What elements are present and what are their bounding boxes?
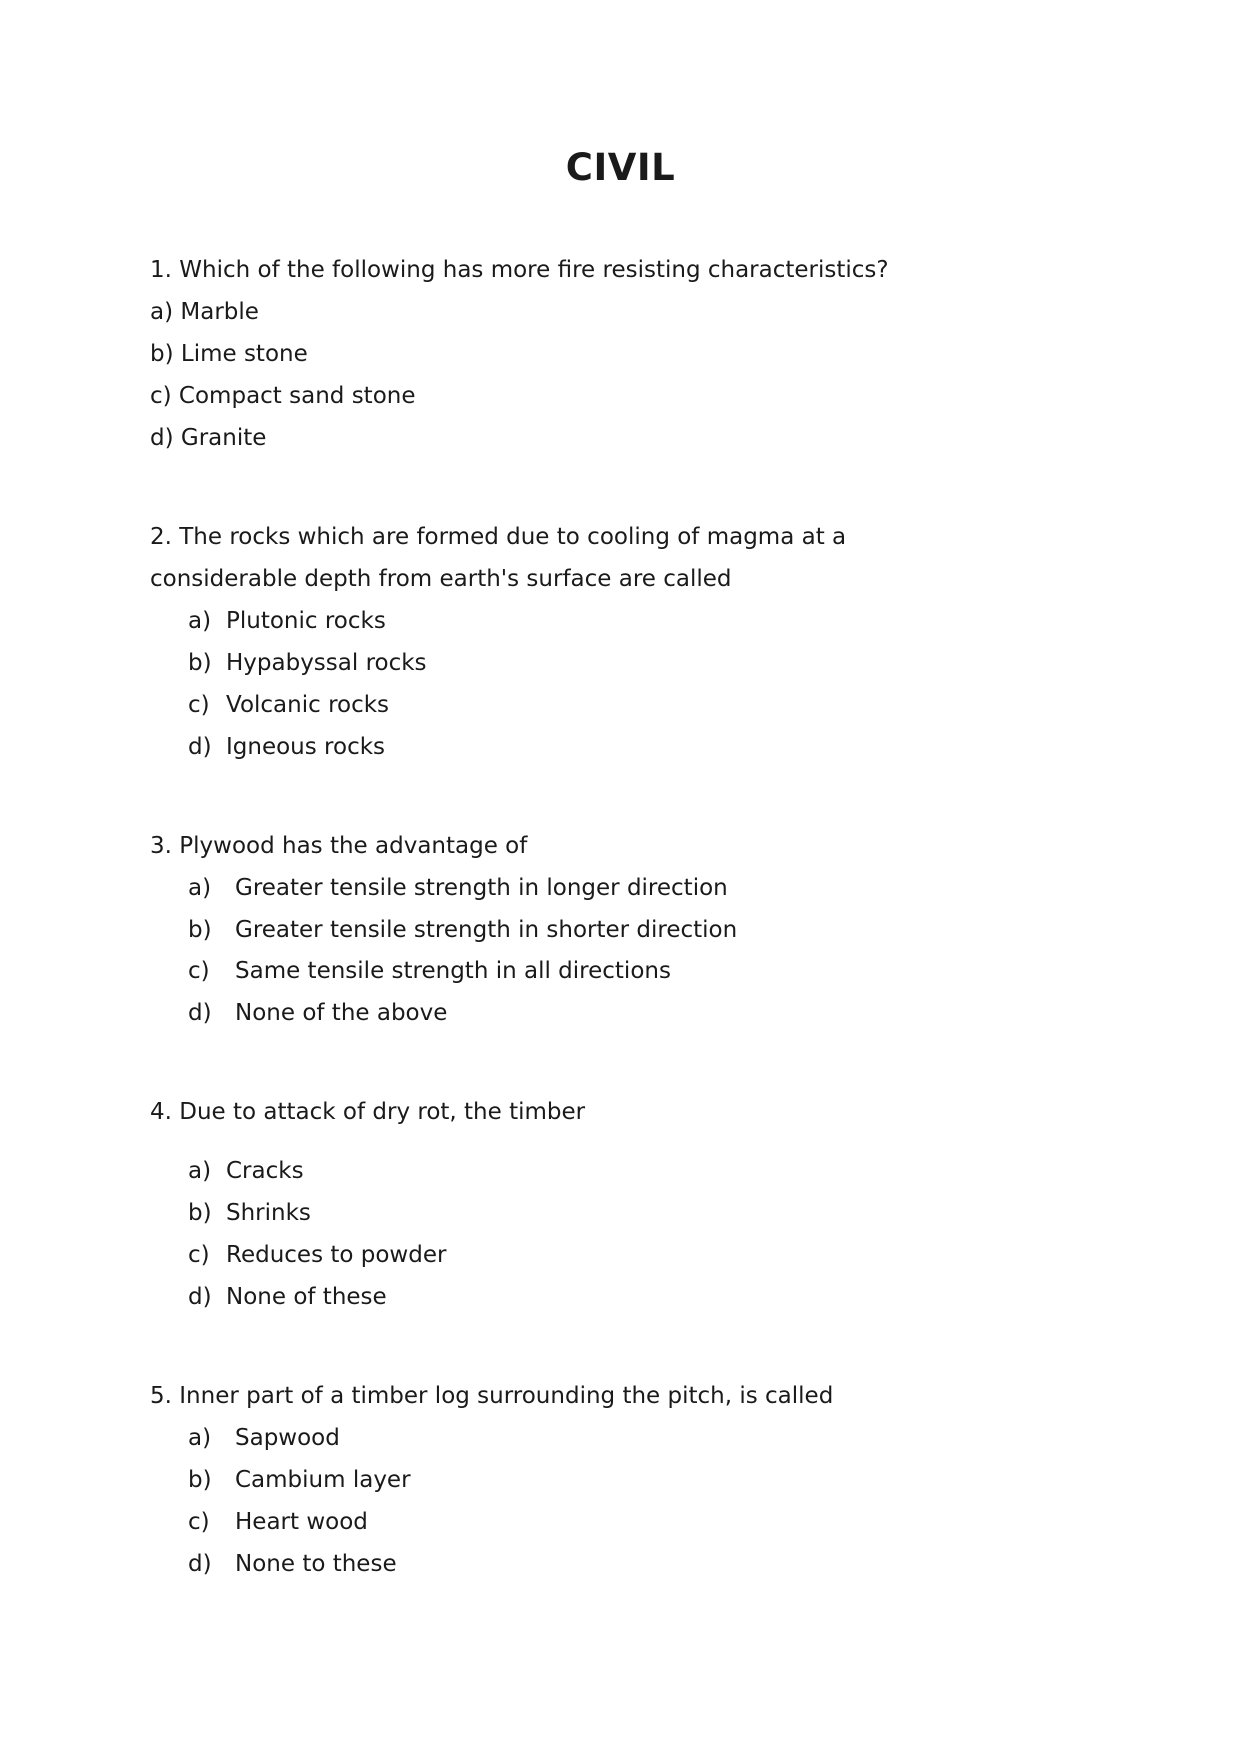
option-c: c) Compact sand stone xyxy=(150,383,416,409)
option-text-a: Greater tensile strength in longer direction xyxy=(235,875,728,901)
option-d: d) Granite xyxy=(150,425,267,451)
option-text-d: Igneous rocks xyxy=(226,734,386,760)
option-a: a) Marble xyxy=(150,299,259,325)
page-title: CIVIL xyxy=(565,146,676,189)
option-text-c: Reduces to powder xyxy=(226,1242,447,1268)
option-letter-d: d) xyxy=(188,1551,212,1577)
question-text-line-1: 2. The rocks which are formed due to cooling of magma at a xyxy=(150,524,847,550)
option-text-b: Greater tensile strength in shorter direction xyxy=(235,917,738,943)
option-letter-a: a) xyxy=(188,608,212,634)
question-text: 3. Plywood has the advantage of xyxy=(150,833,528,859)
option-letter-a: a) xyxy=(188,1158,212,1184)
question-text: 5. Inner part of a timber log surrounding the pitch, is called xyxy=(150,1383,834,1409)
option-letter-d: d) xyxy=(188,734,212,760)
question-text: 1. Which of the following has more fire resisting characteristics? xyxy=(150,257,889,283)
option-text-c: Heart wood xyxy=(235,1509,368,1535)
option-letter-b: b) xyxy=(188,917,212,943)
option-text-a: Plutonic rocks xyxy=(226,608,386,634)
option-letter-a: a) xyxy=(188,875,212,901)
option-text-d: None of the above xyxy=(235,1000,448,1026)
option-letter-c: c) xyxy=(188,1509,210,1535)
option-letter-b: b) xyxy=(188,1200,212,1226)
option-text-d: None to these xyxy=(235,1551,397,1577)
option-letter-c: c) xyxy=(188,692,210,718)
option-text-a: Cracks xyxy=(226,1158,304,1184)
question-text: 4. Due to attack of dry rot, the timber xyxy=(150,1099,586,1125)
option-letter-c: c) xyxy=(188,1242,210,1268)
option-letter-a: a) xyxy=(188,1425,212,1451)
question-text-line-2: considerable depth from earth's surface are called xyxy=(150,566,732,592)
option-letter-b: b) xyxy=(188,650,212,676)
option-text-b: Cambium layer xyxy=(235,1467,411,1493)
option-text-b: Hypabyssal rocks xyxy=(226,650,427,676)
option-text-c: Volcanic rocks xyxy=(226,692,390,718)
option-letter-d: d) xyxy=(188,1284,212,1310)
option-letter-c: c) xyxy=(188,958,210,984)
option-letter-d: d) xyxy=(188,1000,212,1026)
option-text-d: None of these xyxy=(226,1284,387,1310)
option-text-a: Sapwood xyxy=(235,1425,340,1451)
option-letter-b: b) xyxy=(188,1467,212,1493)
option-text-b: Shrinks xyxy=(226,1200,311,1226)
option-text-c: Same tensile strength in all directions xyxy=(235,958,671,984)
option-b: b) Lime stone xyxy=(150,341,308,367)
